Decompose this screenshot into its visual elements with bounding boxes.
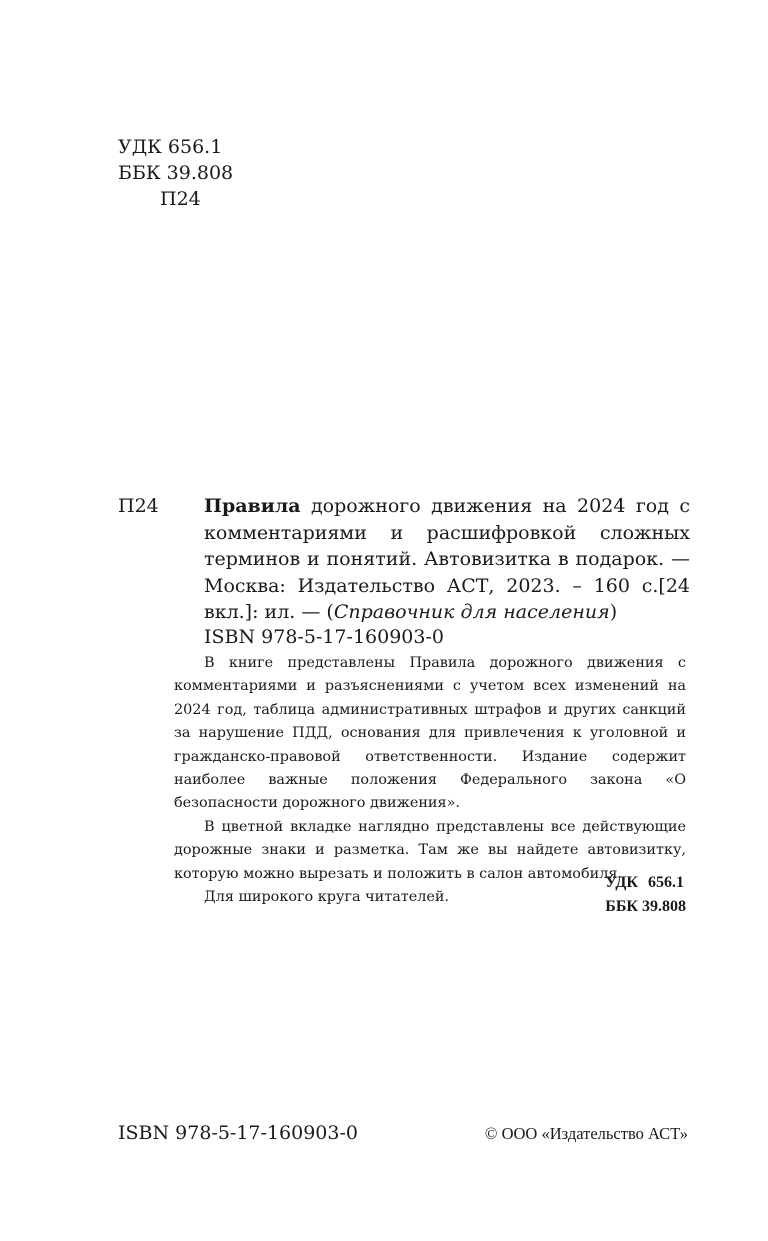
bibliographic-entry: [204, 493, 690, 626]
classification-udk: [605, 871, 686, 895]
udk-value: 656.1: [647, 874, 684, 891]
annotation-paragraph: Для широкого круга читателей.: [204, 889, 450, 906]
header-codes: [118, 134, 233, 212]
annotation-paragraph: В цветной вкладке наглядно представлены все действующие дорожные знаки и разметка. Там же вы найдете автовизитку, которую можно вырезать и положить в салон автомобиля.: [174, 818, 686, 882]
entry-author-mark: П24: [118, 495, 159, 517]
header-author-mark: П24: [160, 188, 201, 210]
classification-bbk: ББК 39.808: [605, 898, 686, 915]
entry-isbn: ISBN 978-5-17-160903-0: [204, 626, 444, 648]
entry-title-bold: Правила: [204, 495, 301, 517]
udk-label: УДК: [605, 874, 638, 891]
footer-isbn: ISBN 978-5-17-160903-0: [118, 1122, 358, 1144]
classification-codes: [605, 871, 686, 919]
entry-text: дорожного движения на 2024 год с комментариями и расшифровкой сложных терминов и понятий. Автовизитка в подарок. — Москва: Издательство АСТ, 2023. – 160 с.[24 вкл.]: ил. — (: [204, 495, 690, 623]
header-bbk: ББК 39.808: [118, 162, 234, 184]
annotation-paragraph: В книге представлены Правила дорожного движения с комментариями и разъяснениями с учетом всех изменений на 2024 год, таблица административных штрафов и других санкций за нарушение ПДД, основания для привлечения к уголовной и гражданско-правовой ответственности. Издание содержит наиболее важные положения Федерального закона «О безопасности дорожного движения».: [174, 655, 686, 812]
header-udk: УДК 656.1: [118, 136, 223, 158]
entry-series: Справочник для населения: [333, 601, 610, 623]
footer-copyright: © ООО «Издательство АСТ»: [484, 1124, 688, 1143]
entry-text-end: ): [609, 601, 618, 623]
